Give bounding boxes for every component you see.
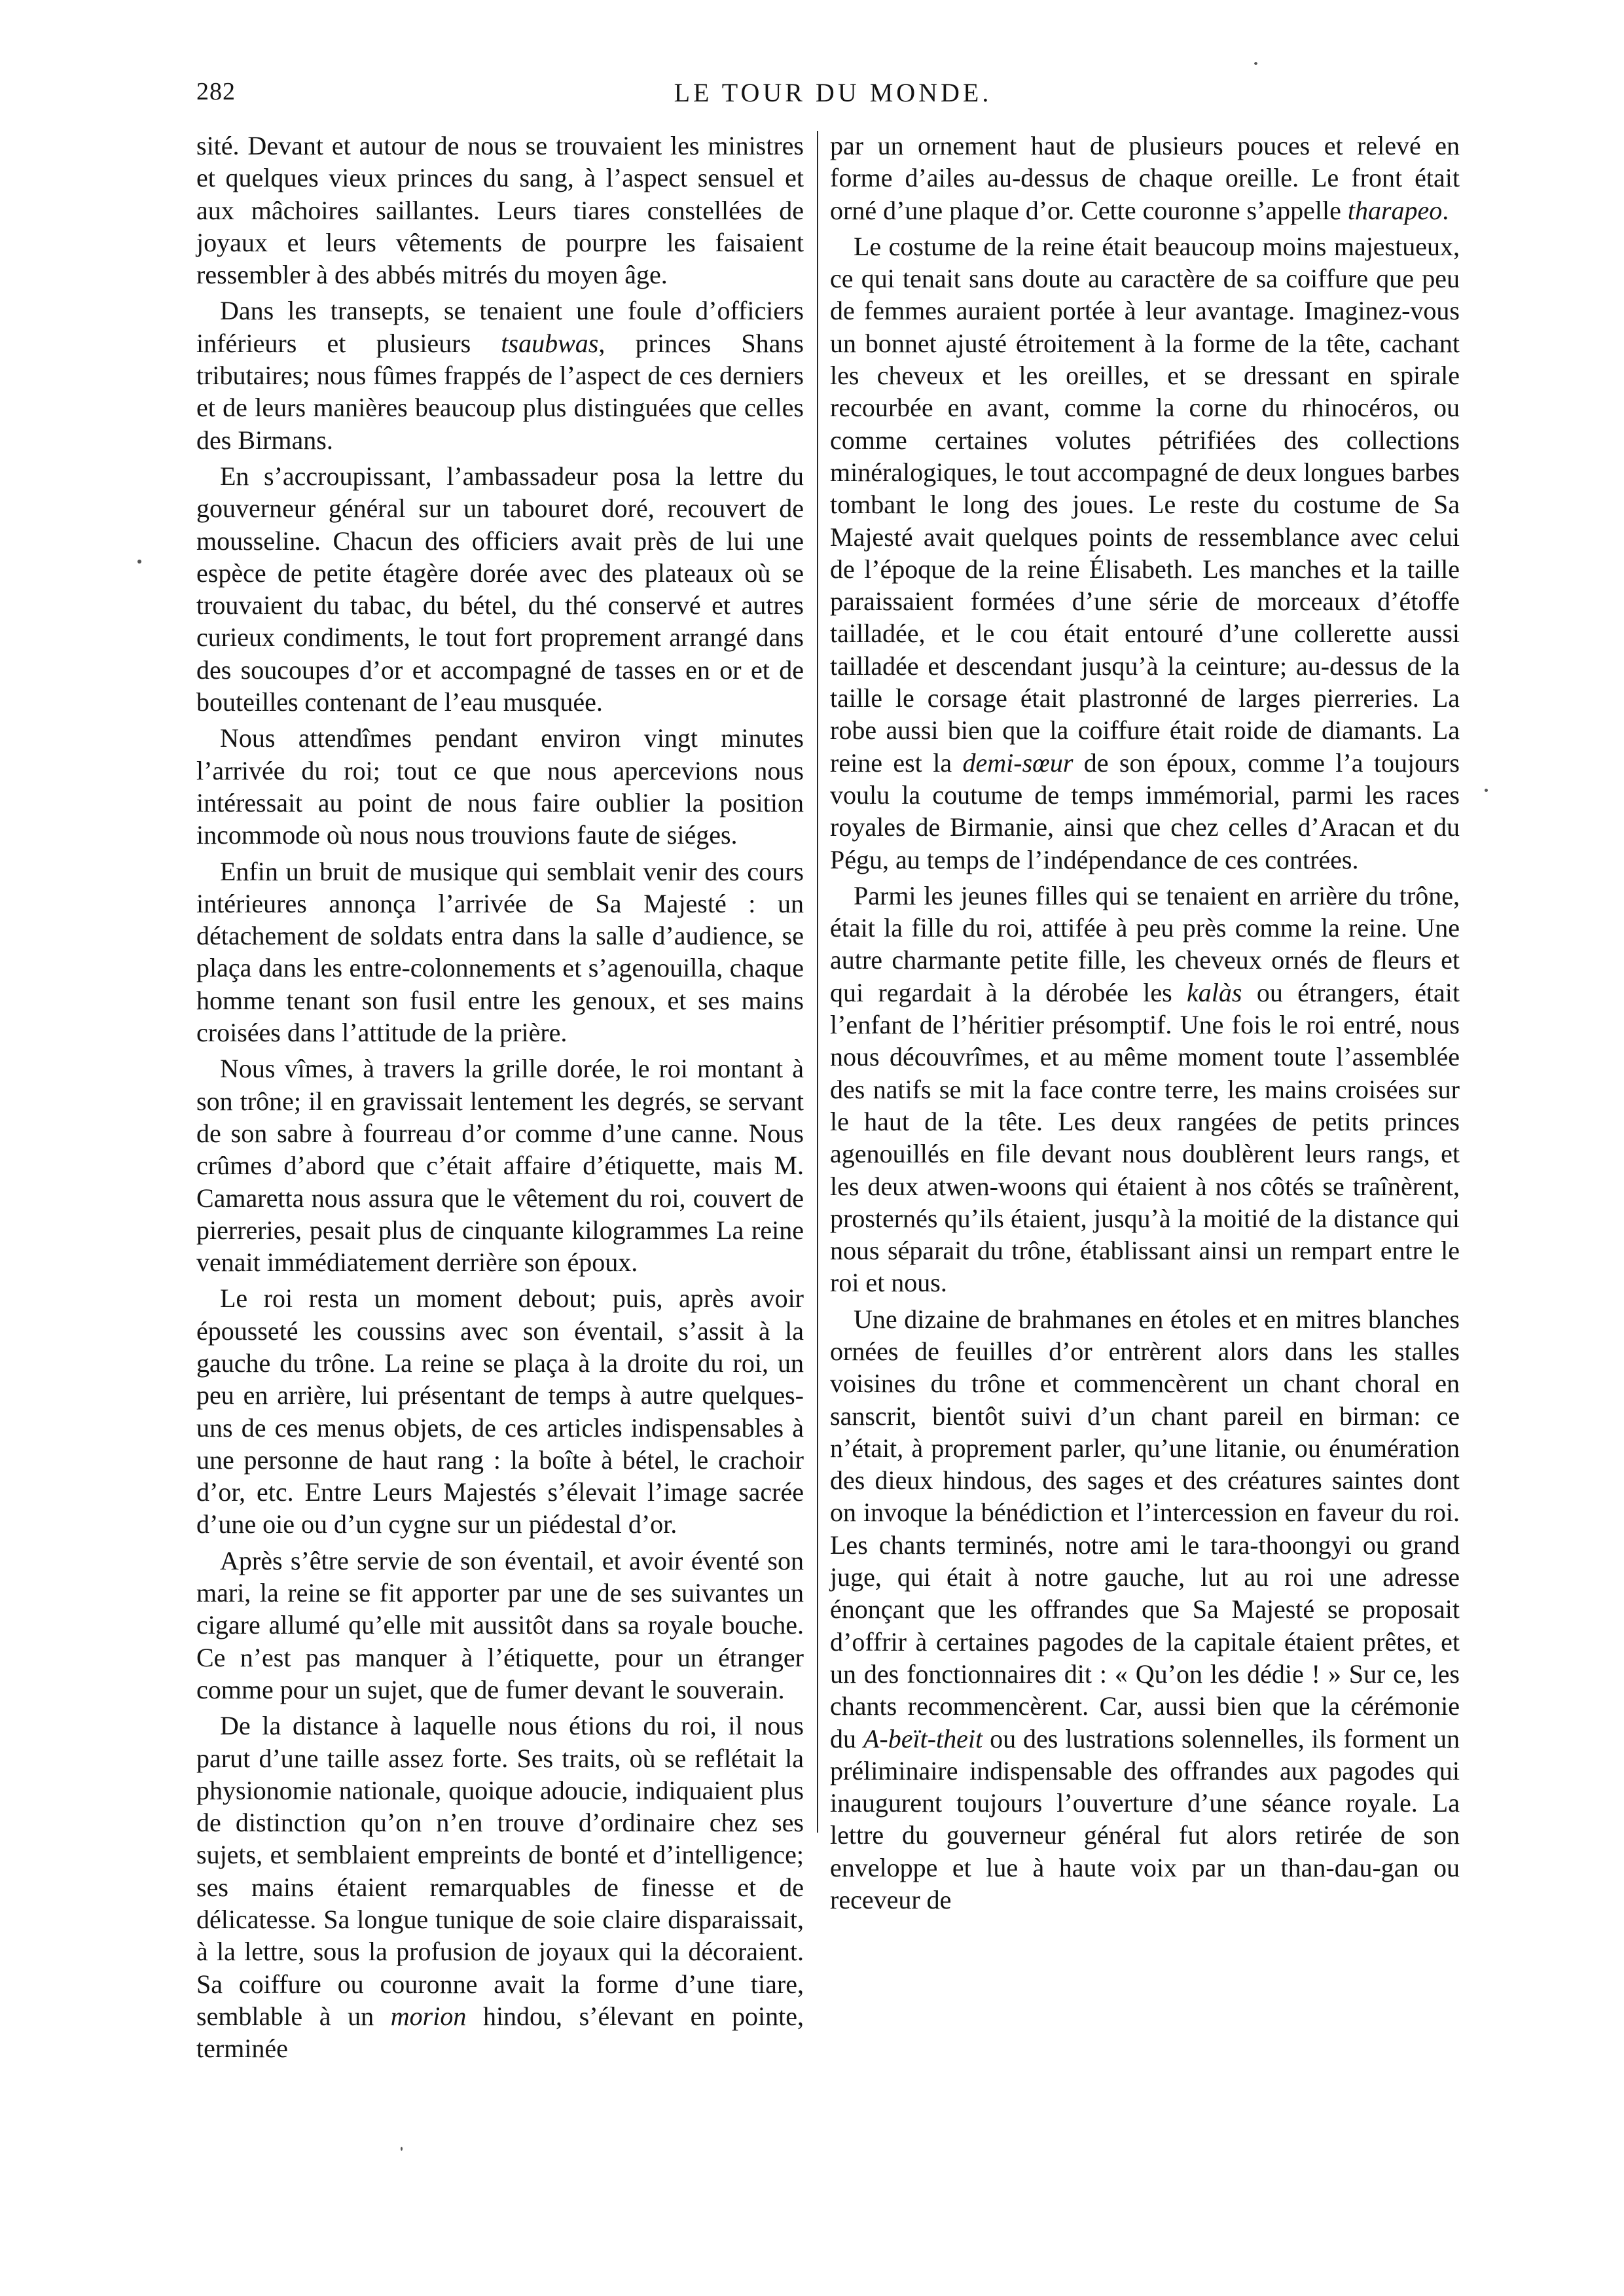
text-run: Après s’être servie de son éventail, et avoir éventé son mari, la reine se fit apporter par une de ses suivantes un cigare allumé qu’elle mit aussitôt dans sa royale bouche. Ce n’est pas manquer à l’étiquette, pour un étranger comme pour un sujet, que de fumer devant le souverain.	[196, 1545, 804, 1704]
italic-term: tharapeo	[1347, 195, 1443, 225]
page-number: 282	[196, 78, 236, 105]
paragraph	[196, 460, 804, 718]
text-run: de son époux, comme l’a toujours voulu la coutume de temps immémorial, parmi les races royales de Birmanie, ainsi que chez celles d’Aracan et du Pégu, au temps de l’indépendance de ces contrées.	[830, 747, 1460, 874]
italic-term: tsaubwas	[501, 328, 599, 358]
text-run: par un ornement haut de plusieurs pouces et relevé en forme d’ailes au-dessus de chaque oreille. Le front était orné d’une plaque d’or. Cette couronne s’appelle	[830, 131, 1460, 225]
text-run: .	[1442, 195, 1449, 225]
right-text-column	[830, 130, 1460, 1920]
text-run: ou des lustrations solennelles, ils forment un préliminaire indispensable des offrandes aux pagodes qui inaugurent toujours l’ouverture d’une séance royale. La lettre du gouverneur général fut alors retirée de son enveloppe et lue à haute voix par un than-dau-gan ou receveur de	[830, 1723, 1460, 1915]
paragraph	[196, 1710, 804, 2064]
journal-title: LE TOUR DU MONDE.	[674, 78, 992, 107]
text-run: En s’accroupissant, l’ambassadeur posa la lettre du gouverneur général sur un tabouret doré, recouvert de mousseline. Chacun des officiers avait près de lui une espèce de petite étagère dorée avec des plateaux où se trouvaient du tabac, du bétel, du thé conservé et autres curieux condiments, le tout fort proprement arrangé dans des soucoupes d’or et accompagné de tasses en or et de bouteilles contenant de l’eau musquée.	[196, 461, 804, 717]
paragraph	[196, 855, 804, 1049]
paragraph	[196, 1282, 804, 1540]
column-divider	[817, 131, 818, 1833]
text-run: Nous attendîmes pendant environ vingt minutes l’arrivée du roi; tout ce que nous apercevions nous intéressait au point de nous faire oublier la position incommode où nous nous trouvions faute de siéges.	[196, 723, 804, 850]
text-run: Nous vîmes, à travers la grille dorée, le roi montant à son trône; il en gravissait lentement les degrés, se servant de son sabre à fourreau d’or comme d’une canne. Nous crûmes d’abord que c’était affaire d’étiquette, mais M. Camaretta nous assura que le vêtement du roi, couvert de pierreries, pesait plus de cinquante kilogrammes La reine venait immédiatement derrière son époux.	[196, 1054, 804, 1278]
paragraph	[830, 130, 1460, 226]
text-run: sité. Devant et autour de nous se trouvaient les ministres et quelques vieux princes du sang, à l’aspect sensuel et aux mâchoires saillantes. Leurs tiares constellées de joyaux et leurs vêtements de pourpre les faisaient ressembler à des abbés mitrés du moyen âge.	[196, 131, 804, 290]
paragraph	[196, 130, 804, 291]
paragraph	[196, 1545, 804, 1706]
left-text-column	[196, 130, 804, 2069]
paragraph	[830, 1303, 1460, 1916]
text-run: Le roi resta un moment debout; puis, après avoir épousseté les coussins avec son éventail, s’assit à la gauche du trône. La reine se plaça à la droite du roi, un peu en arrière, lui présentant de temps à autre quelques-uns de ces menus objets, de ces articles indispensables à une personne de haut rang : la boîte à bétel, le crachoir d’or, etc. Entre Leurs Majestés s’élevait l’image sacrée d’une oie ou d’un cygne sur un piédestal d’or.	[196, 1283, 804, 1539]
text-run: Parmi les jeunes filles qui se tenaient en arrière du trône, était la fille du roi, attifée à peu près comme la reine. Une autre charmante petite fille, les cheveux ornés de fleurs et qui regardait à la dérobée les	[830, 880, 1460, 1007]
paragraph	[196, 722, 804, 851]
paragraph	[830, 230, 1460, 876]
scan-speck	[137, 560, 141, 564]
scan-speck	[1485, 789, 1488, 792]
scan-speck	[1254, 62, 1257, 65]
text-run: Le costume de la reine était beaucoup moins majestueux, ce qui tenait sans doute au caractère de sa coiffure que peu de femmes auraient portée à leur avantage. Imaginez-vous un bonnet ajusté étroitement à la forme de la tête, cachant les cheveux et les oreilles, et se dressant en spirale recourbée en avant, comme la corne du rhinocéros, ou comme certaines volutes pétrifiées des collections minéralogiques, le tout accompagné de deux longues barbes tombant le long des joues. Le reste du costume de Sa Majesté avait quelques points de ressemblance avec celui de l’époque de la reine Élisabeth. Les manches et la taille paraissaient formées d’une série de morceaux d’étoffe tailladée, et le cou était entouré d’une collerette aussi tailladée et descendant jusqu’à la ceinture; au-dessus de la taille le corsage était plastronné de larges pierreries. La robe aussi bien que la coiffure était roide de diamants. La reine est la	[830, 231, 1460, 778]
text-run: ou étrangers, était l’enfant de l’héritier présomptif. Une fois le roi entré, nous nous découvrîmes, et au même moment toute l’assemblée des natifs se mit la face contre terre, les mains croisées sur le haut de la tête. Les deux rangées de petits princes agenouillés en file devant nous doublèrent leurs rangs, et les deux atwen-woons qui étaient à nos côtés se traînèrent, prosternés qu’ils étaient, jusqu’à la moitié de la distance qui nous séparait du trône, établissant ainsi un rempart entre le roi et nous.	[830, 977, 1460, 1298]
text-run: , princes Shans tributaires; nous fûmes frappés de l’aspect de ces derniers et de leurs manières beaucoup plus distinguées que celles des Birmans.	[196, 328, 804, 455]
paragraph	[830, 880, 1460, 1299]
text-run: Une dizaine de brahmanes en étoles et en mitres blanches ornées de feuilles d’or entrèrent alors dans les stalles voisines du trône et commencèrent un chant choral en sanscrit, bientôt suivi d’un chant pareil en birman: ce n’était, à proprement parler, qu’une litanie, ou énumération des dieux hindous, des sages et des créatures saintes dont on invoque la bénédiction et l’intercession en faveur du roi. Les chants terminés, notre ami le tara-thoongyi ou grand juge, qui était à notre gauche, lut au roi une adresse énonçant que les offrandes que Sa Majesté se proposait d’offrir à certaines pagodes de la capitale étaient prêtes, et un des fonctionnaires dit : « Qu’on les dédie ! » Sur ce, les chants recommencèrent. Car, aussi bien que la cérémonie du	[830, 1304, 1460, 1753]
italic-term: morion	[390, 2001, 467, 2031]
scan-speck	[401, 2147, 403, 2151]
italic-term: demi-sœur	[962, 747, 1074, 778]
text-run: Enfin un bruit de musique qui semblait venir des cours intérieures annonça l’arrivée de Sa Majesté : un détachement de soldats entra dans la salle d’audience, se plaça dans les entre-colonnements et s’agenouilla, chaque homme tenant son fusil entre les genoux, et ses mains croisées dans l’attitude de la prière.	[196, 856, 804, 1048]
text-run: De la distance à laquelle nous étions du roi, il nous parut d’une taille assez forte. Ses traits, où se reflétait la physionomie nationale, quoique adoucie, indiquaient plus de distinction qu’on n’en trouve d’ordinaire chez ses sujets, et semblaient empreints de bonté et d’intelligence; ses mains étaient remarquables de finesse et de délicatesse. Sa longue tunique de soie claire disparaissait, à la lettre, sous la profusion de joyaux qui la décoraient. Sa coiffure ou couronne avait la forme d’une tiare, semblable à un	[196, 1711, 804, 2031]
italic-term: kalàs	[1187, 977, 1242, 1007]
italic-term: A-beït-theit	[863, 1723, 983, 1753]
text-run: Dans les transepts, se tenaient une foule d’officiers inférieurs et plusieurs	[196, 296, 804, 358]
paragraph	[196, 1052, 804, 1278]
paragraph	[196, 295, 804, 456]
text-run: hindou, s’élevant en pointe, terminée	[196, 2001, 804, 2064]
running-head	[196, 77, 1470, 117]
